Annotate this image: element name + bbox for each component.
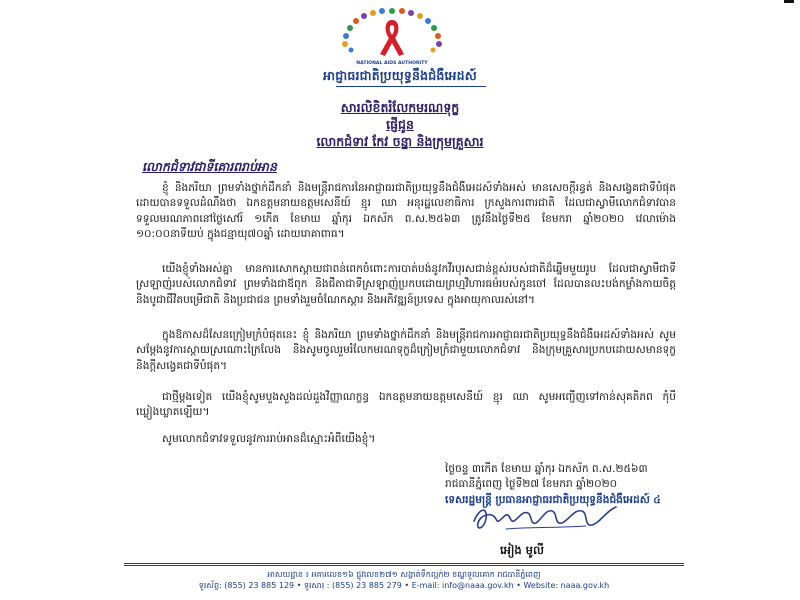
signer-title-mark: ៤ <box>653 493 661 506</box>
signer-name: អៀង មូលី <box>500 543 544 557</box>
logo-dots-arc <box>342 8 442 53</box>
organization-name: អាជ្ញាធរជាតិប្រយុទ្ធនឹងជំងឺអេដស៍ <box>323 68 477 83</box>
heading-line-2: ផ្ញើជូន <box>386 117 414 132</box>
signer-title: ទេសរដ្ឋមន្ត្រី ប្រធានអាជ្ញាធរជាតិប្រយុទ្ធនឹងជំងឺអេដស៍ <box>445 493 650 506</box>
gregorian-date: រាជធានីភ្នំពេញ ថ្ងៃទី២៧ ខែមករា ឆ្នាំ២០២០ <box>445 478 618 491</box>
footer-address: អាសយដ្ឋាន ៖ អគារលេខ១៦ ផ្លូវលេខ២៧១ សង្កាត់ទឹកល្អក់២ ខណ្ឌទួលគោក រាជធានីភ្នំពេញ <box>267 570 541 579</box>
footer-contact: ទូរស័ព្ទ: (855) 23 885 129 • ទូរសារ : (855) 23 885 279 • E-mail: info@naaa.gov.kh • Website: naaa.gov.kh <box>198 581 610 590</box>
organization-underline <box>336 86 486 87</box>
heading-line-1: សារលិខិតរំលែកមរណទុក្ខ <box>340 100 460 115</box>
letter-heading <box>0 99 800 150</box>
paragraph-4 <box>136 390 676 421</box>
paragraph-text: ក្នុងឱកាសដ៏សែនក្រៀមក្រំបំផុតនេះ ខ្ញុំ និងភរិយា ព្រមទាំងថ្នាក់ដឹកនាំ និងមន្ត្រីរាជការអាជ្ញាធរជាតិប្រយុទ្ធនឹងជំងឺអេដស៍ទាំងអស់ សូមសម្តែងនូវការស្តាយស្រណោះក្រៃលែង និងសូមចូលរួមរំលែកមរណទុក្ខដ៏ក្រៀមក្រំជាមួយលោកជំទាវ និងក្រុមគ្រួសារប្រកបដោយសមានទុក្ខ និងក្តីសង្វេគជាទីបំផុត។ <box>136 329 676 372</box>
letter-footer <box>124 569 684 591</box>
red-ribbon-icon <box>380 20 404 56</box>
page-corner-mark <box>784 0 794 3</box>
handwritten-signature <box>466 497 626 537</box>
paragraph-1 <box>136 181 676 243</box>
paragraph-text: ជាថ្មីម្តងទៀត យើងខ្ញុំសូមបួងសួងដល់ដួងវិញ្ញាណក្ខន្ធ ឯកឧត្តមនាយឧត្តមសេនីយ៍ ខ្មុរ ឈា សូមអញ្ជើញទៅកាន់សុគតិភព កុំបីឃ្លៀងឃ្លាតឡើយ។ <box>136 391 676 419</box>
paragraph-text: ខ្ញុំ និងភរិយា ព្រមទាំងថ្នាក់ដឹកនាំ និងមន្ត្រីរាជការនៃអាជ្ញាធរជាតិប្រយុទ្ធនឹងជំងឺអេដស៍ទាំងអស់ មានសេចក្តីរន្ធត់ និងសង្វេគជាទីបំផុតដោយបានទទួលដំណឹងថា ឯកឧត្តមនាយឧត្តមសេនីយ៍ ខ្មុរ ឈា អនុរដ្ឋលេខាធិការ ក្រសួងការពារជាតិ ដែលជាស្វាមីលោកជំទាវបានទទួលមរណភាពនៅថ្ងៃសៅរ៍ ១កើត ខែមាឃ ឆ្នាំកុរ ឯកស័ក ព.ស.២៥៦៣ ត្រូវនឹងថ្ងៃទី២៥ ខែមករា ឆ្នាំ២០២០ វេលាម៉ោង ១០:០០នាទីយប់ ក្នុងជន្មាយុ៧០ឆ្នាំ ដោយរោគាពាធ។ <box>136 182 676 241</box>
footer-rule <box>124 565 684 566</box>
paragraph-text: យើងខ្ញុំទាំងអស់គ្នា មានការសោកស្តាយជាពន់ពេកចំពោះការបាត់បង់នូវកវីរបុរសជាន់ខ្ពស់របស់ជាតិដ៏ឆ្នើមមួយរូប ដែលជាស្វាមីជាទីស្រឡាញ់របស់លោកជំទាវ ព្រមទាំងជាឪពុក និងជីតាជាទីស្រឡាញ់ប្រកបដោយព្រហ្មវិហារធម៌របស់កូនចៅ ដែលបានលះបង់កម្លាំងកាយចិត្ត និងបូជាជីវិតបម្រើជាតិ និងប្រជាជន ព្រមទាំងរួមចំណែកស្តារ និងអភិវឌ្ឍន៍ប្រទេស ក្នុងអាយុកាលរស់នៅ។ <box>136 263 676 306</box>
paragraph-text: សូមលោកជំទាវទទួលនូវការរាប់អានដ៏ស្មោះអំពីយើងខ្ញុំ។ <box>162 433 376 445</box>
paragraph-3 <box>136 328 676 374</box>
logo-caption: NATIONAL AIDS AUTHORITY <box>356 61 428 66</box>
paragraph-5 <box>136 432 676 447</box>
paragraph-2 <box>136 262 676 308</box>
heading-line-3: លោកជំទាវ កែវ ចន្ធ្នា និងក្រុមគ្រួសារ <box>316 134 484 149</box>
lunar-date: ថ្ងៃចន្ទ ៣កើត ខែមាឃ ឆ្នាំកុរ ឯកស័ក ព.ស.២៥៦៣ <box>445 463 648 475</box>
salutation: លោកជំទាវជាទីគោរពរាប់អាន <box>142 159 277 174</box>
national-aids-authority-logo <box>331 6 453 68</box>
footer-rule <box>124 563 684 564</box>
